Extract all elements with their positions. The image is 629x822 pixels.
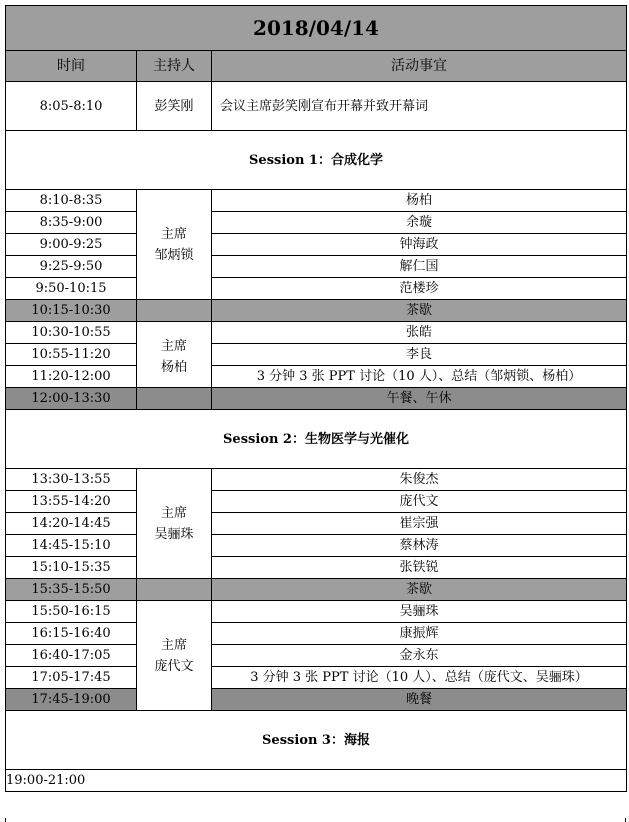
header-row [6, 51, 627, 82]
chair-name: 庞代文 [154, 658, 194, 674]
chair-name: 吴骊珠 [154, 526, 194, 542]
header-activity: 活动事宜 [212, 51, 627, 82]
dinner-time: 17:45-19:00 [6, 689, 137, 711]
header-host: 主持人 [137, 51, 212, 82]
chair-role: 主席 [160, 505, 187, 521]
session-1-chair-2 [137, 322, 212, 388]
table-row [6, 557, 627, 579]
lunch-time: 12:00-13:30 [6, 388, 137, 410]
slot-speaker: 庞代文 [212, 491, 627, 513]
schedule-table [5, 5, 627, 792]
opening-time: 8:05-8:10 [6, 82, 137, 131]
break-host-empty [137, 300, 212, 322]
lunch-host-empty [137, 388, 212, 410]
slot-speaker: 杨柏 [212, 190, 627, 212]
break-time: 10:15-10:30 [6, 300, 137, 322]
slot-speaker: 张铁锐 [212, 557, 627, 579]
table-row [6, 212, 627, 234]
table-row [6, 366, 627, 388]
slot-time: 13:55-14:20 [6, 491, 137, 513]
opening-activity: 会议主席彭笑刚宣布开幕并致开幕词 [212, 82, 627, 131]
slot-time: 9:50-10:15 [6, 278, 137, 300]
session-1-row [6, 131, 627, 190]
slot-speaker: 钟海政 [212, 234, 627, 256]
slot-speaker: 余璇 [212, 212, 627, 234]
slot-speaker: 康振辉 [212, 623, 627, 645]
slot-time: 16:15-16:40 [6, 623, 137, 645]
slot-time: 15:50-16:15 [6, 601, 137, 623]
slot-speaker: 吴骊珠 [212, 601, 627, 623]
slot-time: 14:20-14:45 [6, 513, 137, 535]
header-time: 时间 [6, 51, 137, 82]
slot-time: 9:00-9:25 [6, 234, 137, 256]
table-row [6, 667, 627, 689]
slot-time: 17:05-17:45 [6, 667, 137, 689]
session-2-title: Session 2：生物医学与光催化 [6, 410, 627, 469]
tea-break-row [6, 579, 627, 601]
table-row [6, 344, 627, 366]
slot-speaker: 范楼珍 [212, 278, 627, 300]
slot-time: 11:20-12:00 [6, 366, 137, 388]
slot-time: 13:30-13:55 [6, 469, 137, 491]
slot-speaker: 解仁国 [212, 256, 627, 278]
slot-speaker: 李良 [212, 344, 627, 366]
lunch-label: 午餐、午休 [212, 388, 627, 410]
table-row [6, 234, 627, 256]
slot-speaker: 张皓 [212, 322, 627, 344]
slot-speaker: 朱俊杰 [212, 469, 627, 491]
table-row [6, 623, 627, 645]
table-row [6, 535, 627, 557]
break-label: 茶歇 [212, 579, 627, 601]
table-row [6, 190, 627, 212]
chair-role: 主席 [160, 338, 187, 354]
poster-time: 19:00-21:00 [6, 770, 627, 792]
session-1-chair-1 [137, 190, 212, 300]
table-row [6, 469, 627, 491]
session-2-row [6, 410, 627, 469]
opening-row [6, 82, 627, 131]
table-row [6, 601, 627, 623]
table-row [6, 513, 627, 535]
opening-host: 彭笑刚 [137, 82, 212, 131]
slot-speaker: 金永东 [212, 645, 627, 667]
break-time: 15:35-15:50 [6, 579, 137, 601]
table-row [6, 278, 627, 300]
slot-time: 14:45-15:10 [6, 535, 137, 557]
break-host-empty [137, 579, 212, 601]
slot-time: 16:40-17:05 [6, 645, 137, 667]
schedule-date-title: 2018/04/14 [6, 6, 627, 51]
slot-time: 8:10-8:35 [6, 190, 137, 212]
table-row [6, 256, 627, 278]
lunch-row [6, 388, 627, 410]
slot-time: 15:10-15:35 [6, 557, 137, 579]
table-row [6, 645, 627, 667]
chair-name: 杨柏 [160, 359, 187, 375]
session-3-title: Session 3：海报 [6, 711, 627, 770]
table-row [6, 322, 627, 344]
slot-time: 10:55-11:20 [6, 344, 137, 366]
poster-row [6, 770, 627, 792]
chair-role: 主席 [160, 226, 187, 242]
slot-time: 8:35-9:00 [6, 212, 137, 234]
slot-speaker: 3 分钟 3 张 PPT 讨论（10 人）、总结（邹炳锁、杨柏） [212, 366, 627, 388]
session-1-title: Session 1：合成化学 [6, 131, 627, 190]
slot-time: 10:30-10:55 [6, 322, 137, 344]
slot-speaker: 蔡林涛 [212, 535, 627, 557]
dinner-row [6, 689, 627, 711]
slot-time: 9:25-9:50 [6, 256, 137, 278]
slot-speaker: 崔宗强 [212, 513, 627, 535]
title-row [6, 6, 627, 51]
table-row [6, 491, 627, 513]
tea-break-row [6, 300, 627, 322]
session-2-chair-2 [137, 601, 212, 711]
chair-name: 邹炳锁 [154, 247, 194, 263]
session-2-chair-1 [137, 469, 212, 579]
chair-role: 主席 [160, 637, 187, 653]
session-3-row [6, 711, 627, 770]
break-label: 茶歇 [212, 300, 627, 322]
table-continuation [5, 818, 626, 822]
dinner-label: 晚餐 [212, 689, 627, 711]
slot-speaker: 3 分钟 3 张 PPT 讨论（10 人）、总结（庞代文、吴骊珠） [212, 667, 627, 689]
